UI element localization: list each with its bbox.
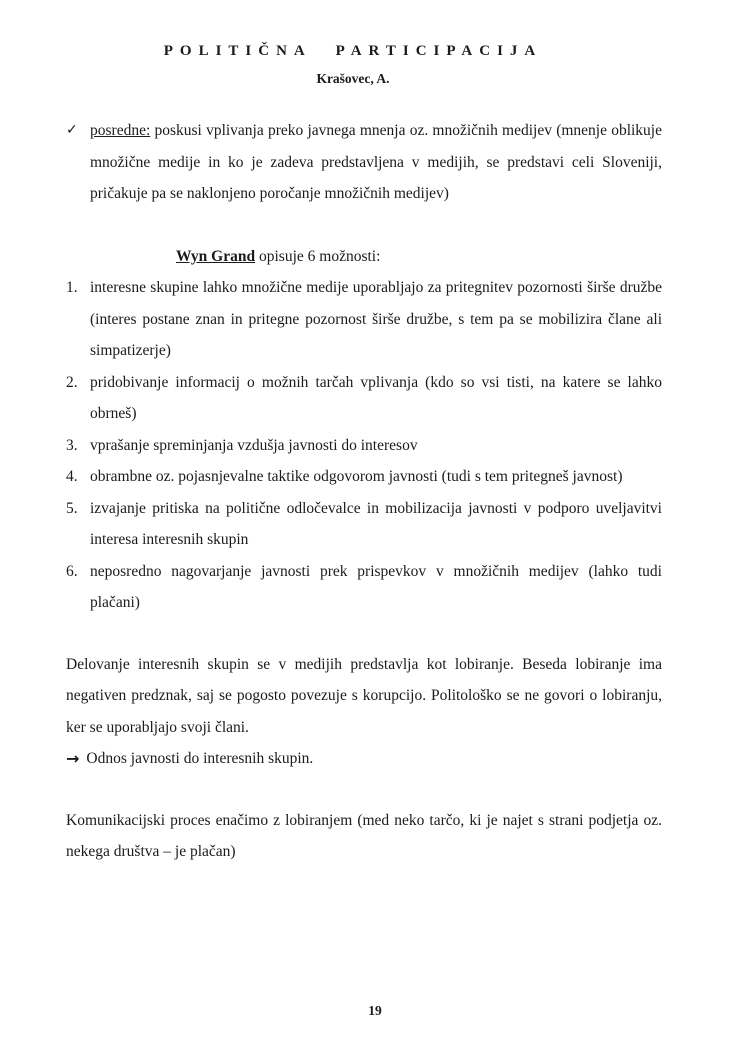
paragraph-lobbying: Delovanje interesnih skupin se v medijih predstavlja kot lobiranje. Beseda lobiranje ima negativen predznak, saj se pogosto povezuje s korupcijo. Politološko se ne govori o lobiranju, ker se uporabljajo svoji člani.	[66, 655, 662, 736]
numbered-item-5-number: 5.	[66, 499, 78, 517]
numbered-item-3	[66, 430, 662, 462]
checkmark-icon: ✓	[66, 122, 78, 138]
paragraph-communication: Komunikacijski proces enačimo z lobiranjem (med neko tarčo, ki je najet s strani podjetja oz. nekega društva – je plačan)	[66, 811, 662, 860]
numbered-item-2-text: pridobivanje informacij o možnih tarčah vplivanja (kdo so vsi tisti, na katere se lahko obrneš)	[90, 373, 662, 422]
arrow-right-icon: →	[66, 749, 80, 768]
bullet-item-text	[90, 115, 662, 210]
arrow-note-text: Odnos javnosti do interesnih skupin.	[86, 750, 314, 767]
numbered-item-2	[66, 367, 662, 430]
numbered-item-1	[66, 272, 662, 367]
bullet-list	[66, 115, 662, 210]
bullet-item-body: poskusi vplivanja preko javnega mnenja oz. množičnih medijev (mnenje oblikuje množične medije in ko je zadeva predstavljena v medijih, se predstavi celi Sloveniji, pričakuje pa se naklonjeno poročanje množičnih medijev)	[90, 122, 662, 202]
numbered-item-4	[66, 461, 662, 493]
numbered-item-6-text: neposredno nagovarjanje javnosti prek prispevkov v množičnih medijev (lahko tudi plačani)	[90, 562, 662, 611]
section-heading	[66, 241, 662, 273]
bullet-item-lead: posredne:	[90, 122, 151, 139]
numbered-item-5-text: izvajanje pritiska na politične odločevalce in mobilizacija javnosti v podporo uveljavitvi interesa interesnih skupin	[90, 499, 662, 548]
numbered-item-6-number: 6.	[66, 562, 78, 580]
page-title: POLITIČNA PARTICIPACIJA	[163, 43, 543, 59]
page-number: 19	[368, 1003, 382, 1018]
section-heading-rest: opisuje 6 možnosti:	[258, 247, 381, 265]
arrow-note-line	[66, 743, 662, 775]
numbered-item-3-text: vprašanje spreminjanja vzdušja javnosti do interesov	[90, 436, 418, 454]
author-subtitle: Krašovec, A.	[316, 71, 390, 86]
numbered-item-1-text: interesne skupine lahko množične medije uporabljajo za pritegnitev pozornosti širše družbe (interes postane znan in pritegne pozornost širše družbe, s tem pa se mobilizira člane ali simpatizerje)	[90, 279, 662, 359]
numbered-list	[66, 272, 662, 619]
numbered-item-5	[66, 493, 662, 556]
numbered-item-1-number: 1.	[66, 279, 78, 296]
numbered-item-3-number: 3.	[66, 436, 78, 454]
numbered-item-2-number: 2.	[66, 373, 78, 391]
numbered-item-6	[66, 556, 662, 619]
numbered-item-4-text: obrambne oz. pojasnjevalne taktike odgovorom javnosti (tudi s tem pritegneš javnost)	[90, 468, 623, 485]
numbered-item-4-number: 4.	[66, 468, 78, 485]
bullet-list-item	[66, 115, 662, 210]
section-heading-lead: Wyn Grand	[176, 247, 256, 265]
